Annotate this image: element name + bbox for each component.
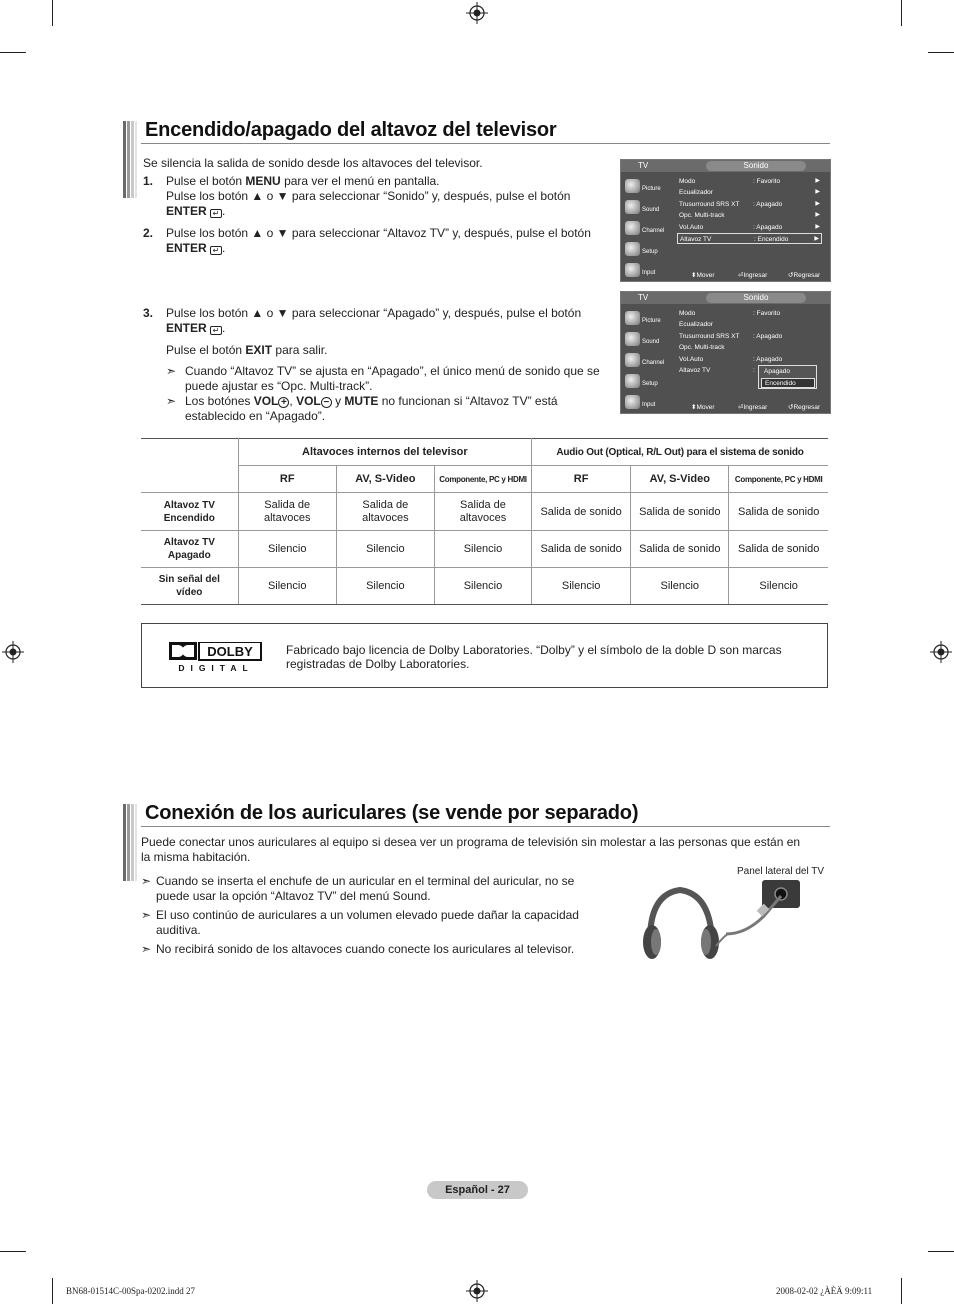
table-row-header: Sin señal del vídeo (141, 568, 238, 605)
osd-sidebar (622, 173, 668, 276)
table-col-header: RF (238, 466, 336, 493)
table-row-header: Altavoz TV Apagado (141, 531, 238, 568)
table-row-header: Altavoz TV Encendido (141, 493, 238, 531)
table-corner (141, 439, 238, 493)
registration-mark-icon (2, 641, 24, 663)
sound-icon (625, 332, 640, 346)
channel-icon (625, 221, 640, 235)
note-3: No recibirá sonido de los altavoces cuando conecte los auriculares al televisor. (156, 942, 575, 956)
table-col-header: RF (532, 466, 631, 493)
crop-mark (901, 0, 902, 26)
section-bar (123, 121, 137, 198)
table-col-header: Componente, PC y HDMI (434, 466, 531, 493)
page-number: Español - 27 (427, 1181, 528, 1199)
osd-menu-sound (620, 159, 831, 282)
section-title: Encendido/apagado del altavoz del televisor (145, 119, 557, 141)
step-number: 2. (143, 226, 154, 240)
section-bar (123, 804, 137, 881)
registration-mark-icon (466, 1280, 488, 1302)
step-2-line-a: Pulse los botón ▲ o ▼ para seleccionar “Altavoz TV” y, después, pulse el botón (166, 226, 591, 240)
osd-row: Opc. Multi-track (679, 344, 725, 351)
channel-icon (625, 353, 640, 367)
note-arrow-icon: ➣ (166, 394, 177, 408)
dolby-text: Fabricado bajo licencia de Dolby Laboratories. “Dolby” y el símbolo de la doble D son marcas registradas de Dolby Laboratories. (286, 643, 782, 671)
table-col-header: AV, S-Video (631, 466, 729, 493)
osd-row: Vol.Auto : Apagado (679, 356, 783, 363)
note-2: El uso continúo de auriculares a un volumen elevado puede dañar la capacidad auditiva. (156, 908, 579, 937)
table-group-header: Audio Out (Optical, R/L Out) para el sistema de sonido (532, 439, 828, 466)
enter-icon: ↵ (210, 246, 222, 255)
speaker-output-table (141, 438, 828, 605)
osd-side-picture: Picture (624, 309, 668, 329)
osd-side-sound: Sound (624, 198, 668, 218)
osd-side-sound: Sound (624, 330, 668, 350)
osd-footer (621, 402, 830, 413)
osd-side-setup: Setup (624, 372, 668, 392)
osd-option-on: Encendido (761, 378, 815, 388)
registration-mark-icon (930, 641, 952, 663)
osd-row: Modo : Favorito ▶ (679, 178, 820, 185)
enter-icon: ↵ (210, 326, 222, 335)
picture-icon (625, 311, 640, 325)
table-cell: Silencio (729, 568, 828, 605)
osd-side-input: Input (624, 261, 668, 281)
arrow-right-icon: ▶ (815, 178, 820, 184)
table-cell: Salida de sonido (631, 531, 729, 568)
table-cell: Silencio (434, 568, 531, 605)
osd-tab-sound: Sonido (706, 293, 806, 303)
osd-row: Trusurround SRS XT : Apagado (679, 333, 783, 340)
table-row (141, 493, 828, 531)
osd-header (621, 160, 830, 172)
table-cell: Salida de altavoces (434, 493, 531, 531)
osd-tv-label: TV (638, 161, 649, 170)
note-arrow-icon: ➣ (166, 364, 177, 378)
osd-side-setup: Setup (624, 240, 668, 260)
dolby-digital-logo (169, 642, 264, 672)
note-arrow-icon: ➣ (141, 874, 152, 888)
date-slug: 2008-02-02 ¿ÀÈÄ 9:09:11 (776, 1286, 873, 1296)
arrow-right-icon: ▶ (815, 224, 820, 230)
osd-tv-label: TV (638, 293, 649, 302)
svg-text:DOLBY: DOLBY (207, 644, 253, 659)
note-2: Los botónes VOL + , VOL − y MUTE no funcionan si “Altavoz TV” está establecido en “Apagado”. (185, 394, 558, 423)
osd-side-channel: Channel (624, 351, 668, 371)
table-cell: Salida de sonido (532, 493, 631, 531)
osd-back-hint: ↺ Regresar (788, 272, 821, 279)
setup-icon (625, 242, 640, 256)
table-cell: Salida de altavoces (238, 493, 336, 531)
table-cell: Salida de sonido (729, 531, 828, 568)
table-col-header: AV, S-Video (336, 466, 434, 493)
osd-row: Trusurround SRS XT : Apagado ▶ (679, 201, 820, 208)
table-cell: Silencio (532, 568, 631, 605)
picture-icon (625, 179, 640, 193)
panel-label: Panel lateral del TV (737, 866, 825, 877)
osd-tab-sound: Sonido (706, 161, 806, 171)
crop-mark (928, 52, 954, 53)
osd-footer (621, 270, 830, 281)
step-3-line-b: ENTER ↵ . (166, 321, 226, 335)
osd-popup (758, 365, 817, 389)
osd-items (677, 174, 825, 270)
note-arrow-icon: ➣ (141, 942, 152, 956)
crop-mark (901, 1278, 902, 1304)
headphones-illustration (636, 876, 806, 966)
dolby-notice (141, 623, 828, 688)
arrow-right-icon: ▶ (815, 201, 820, 207)
table-cell: Silencio (238, 568, 336, 605)
osd-row: Opc. Multi-track ▶ (679, 212, 820, 219)
table-cell: Silencio (238, 531, 336, 568)
arrow-right-icon: ▶ (814, 236, 819, 242)
note-1: Cuando “Altavoz TV” se ajusta en “Apagado”, el único menú de sonido que se puede ajustar es “Opc. Multi-track”. (185, 364, 600, 393)
osd-side-picture: Picture (624, 177, 668, 197)
osd-option-off: Apagado (764, 368, 791, 375)
vol-minus-icon: − (321, 397, 332, 408)
osd-back-hint: ↺ Regresar (788, 404, 821, 411)
table-cell: Silencio (336, 531, 434, 568)
table-col-header: Componente, PC y HDMI (729, 466, 828, 493)
osd-enter-hint: ⏎ Ingresar (738, 404, 768, 411)
step-number: 1. (143, 174, 154, 188)
osd-row: Vol.Auto : Apagado ▶ (679, 224, 820, 231)
section-title: Conexión de los auriculares (se vende por separado) (145, 802, 639, 824)
osd-move-hint: ⬍ Mover (691, 272, 715, 279)
crop-mark (0, 52, 26, 53)
table-group-header: Altavoces internos del televisor (238, 439, 531, 466)
osd-row: Ecualizador ▶ (679, 189, 820, 196)
table-cell: Salida de altavoces (336, 493, 434, 531)
osd-menu-speaker (620, 291, 831, 414)
osd-enter-hint: ⏎ Ingresar (738, 272, 768, 279)
table-row (141, 568, 828, 605)
osd-row: Modo : Favorito (679, 310, 781, 317)
enter-icon: ↵ (210, 209, 222, 218)
file-slug: BN68-01514C-00Spa-0202.indd 27 (66, 1286, 195, 1296)
intro-text: Se silencia la salida de sonido desde los altavoces del televisor. (143, 156, 483, 170)
osd-side-channel: Channel (624, 219, 668, 239)
step-3-line-a: Pulse los botón ▲ o ▼ para seleccionar “Apagado” y, después, pulse el botón (166, 306, 582, 320)
table-cell: Salida de sonido (729, 493, 828, 531)
table-cell: Salida de sonido (631, 493, 729, 531)
crop-mark (0, 1251, 26, 1252)
osd-header (621, 292, 830, 304)
setup-icon (625, 374, 640, 388)
step-1-line-b: Pulse los botón ▲ o ▼ para seleccionar “Sonido” y, después, pulse el botón (166, 189, 571, 203)
osd-side-input: Input (624, 393, 668, 413)
registration-mark-icon (466, 2, 488, 24)
arrow-right-icon: ▶ (815, 189, 820, 195)
arrow-right-icon: ▶ (815, 212, 820, 218)
vol-plus-icon: + (278, 397, 289, 408)
step-2-line-b: ENTER ↵ . (166, 241, 226, 255)
table-cell: Salida de sonido (532, 531, 631, 568)
osd-move-hint: ⬍ Mover (691, 404, 715, 411)
table-cell: Silencio (336, 568, 434, 605)
osd-row: Ecualizador (679, 321, 713, 328)
table-cell: Silencio (631, 568, 729, 605)
note-1: Cuando se inserta el enchufe de un auricular en el terminal del auricular, no se puede usar la opción “Altavoz TV” del menú Sound. (156, 874, 575, 903)
crop-mark (52, 1278, 53, 1304)
osd-row: Altavoz TV : (679, 367, 755, 374)
osd-sidebar (622, 305, 668, 408)
svg-text:DIGITAL: DIGITAL (178, 663, 254, 672)
table-row (141, 531, 828, 568)
step-1-line-a: Pulse el botón MENU para ver el menú en pantalla. (166, 174, 440, 188)
osd-row-selected: Altavoz TV : Encendido ▶ (677, 233, 822, 244)
step-1-line-c: ENTER ↵ . (166, 204, 226, 218)
section-rule (141, 143, 830, 144)
crop-mark (928, 1251, 954, 1252)
note-arrow-icon: ➣ (141, 908, 152, 922)
exit-instruction: Pulse el botón EXIT para salir. (166, 343, 328, 357)
section-rule (141, 826, 830, 827)
step-number: 3. (143, 306, 154, 320)
table-cell: Silencio (434, 531, 531, 568)
crop-mark (52, 0, 53, 26)
intro-text: Puede conectar unos auriculares al equipo si desea ver un programa de televisión sin molestar a las personas que están en la misma habitación. (141, 835, 801, 864)
sound-icon (625, 200, 640, 214)
